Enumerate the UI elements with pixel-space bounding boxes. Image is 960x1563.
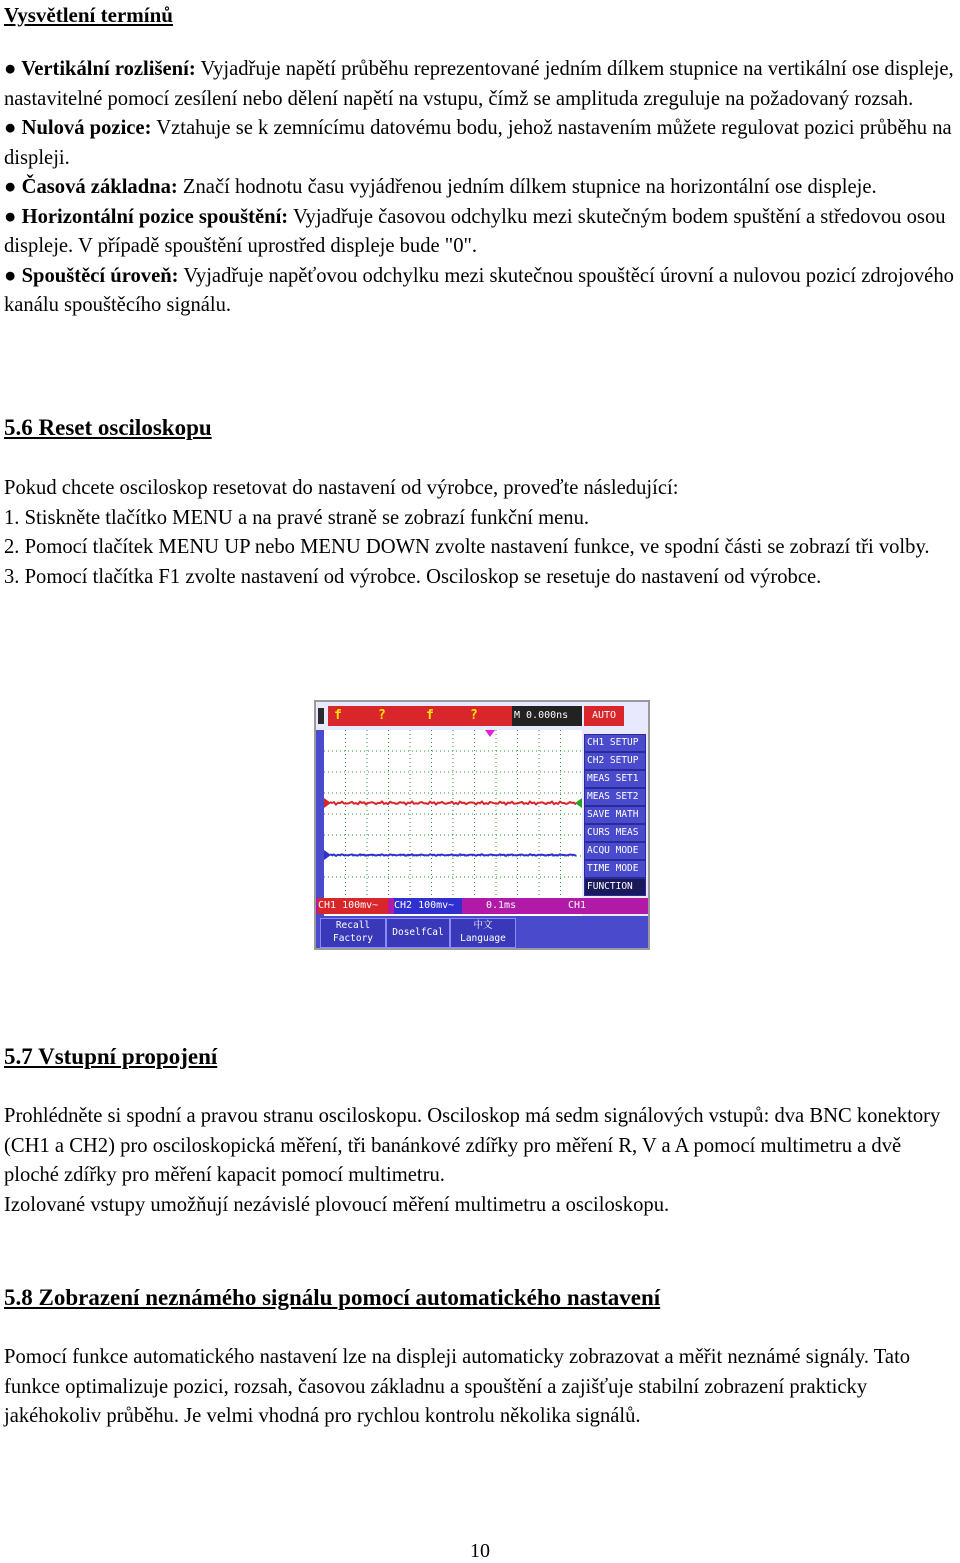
terms-list bbox=[4, 55, 956, 321]
menu-ch1-setup[interactable]: CH1 SETUP bbox=[584, 734, 646, 752]
autoset-section bbox=[4, 1343, 956, 1432]
battery-icon bbox=[318, 708, 324, 724]
section-5-7-heading: 5.7 Vstupní propojení bbox=[4, 1044, 218, 1069]
softkey-language[interactable]: 中文 Language bbox=[450, 918, 516, 948]
reset-step-3: 3. Pomocí tlačítka F1 zvolte nastavení od výrobce. Osciloskop se resetuje do nastavení od výrobce. bbox=[4, 565, 822, 588]
menu-curs-meas[interactable]: CURS MEAS bbox=[584, 824, 646, 842]
term-zero-position: ● Nulová pozice: Vztahuje se k zemnícímu datovému bodu, jehož nastavením můžete regulovat pozici průběhu na displeji. bbox=[4, 117, 952, 169]
reset-section bbox=[4, 474, 956, 592]
status-time: 0.1ms bbox=[486, 900, 517, 911]
menu-function[interactable]: FUNCTION bbox=[584, 878, 646, 896]
term-time-base: ● Časová základna: Značí hodnotu času vyjádřenou jedním dílkem stupnice na horizontální ose displeje. bbox=[4, 176, 877, 198]
scope-status-bar bbox=[316, 898, 648, 914]
waveform-plot bbox=[324, 730, 582, 898]
menu-save-math[interactable]: SAVE MATH bbox=[584, 806, 646, 824]
mode-badge: AUTO bbox=[584, 706, 624, 726]
ch2-waveform bbox=[330, 854, 576, 856]
menu-acqu-mode[interactable]: ACQU MODE bbox=[584, 842, 646, 860]
term-trigger-level: ● Spouštěcí úroveň: Vyjadřuje napěťovou odchylku mezi skutečnou spouštěcí úrovní a nulovou pozicí zdrojového kanálu spouštěcího signálu. bbox=[4, 264, 954, 316]
menu-time-mode[interactable]: TIME MODE bbox=[584, 860, 646, 878]
ch2-trigger-box: f ? bbox=[420, 706, 512, 726]
term-horizontal-trigger-position: ● Horizontální pozice spouštění: Vyjadřuje časovou odchylku mezi skutečným bodem spuštění a středovou osou displeje. V případě spouštění uprostřed displeje bude "0". bbox=[4, 205, 946, 257]
timebase-readout: M 0.000ns bbox=[512, 706, 582, 726]
softkey-doselfcal[interactable]: DoselfCal bbox=[386, 918, 450, 948]
oscilloscope-screen bbox=[314, 700, 650, 950]
autoset-paragraph: Pomocí funkce automatického nastavení lze na displeji automaticky zobrazovat a měřit neznámé signály. Tato funkce optimalizuje pozici, rozsah, časovou základnu a spouštění a zajišťuje stabilní zobrazení prakticky jakéhokoliv průběhu. Je velmi vhodná pro rychlou kontrolu několika signálů. bbox=[4, 1346, 911, 1427]
status-trigger: CH1 bbox=[568, 900, 587, 911]
menu-meas-set1[interactable]: MEAS SET1 bbox=[584, 770, 646, 788]
ch1-trigger-box: f ? bbox=[328, 706, 420, 726]
softkey-row bbox=[316, 916, 648, 948]
scope-top-bar bbox=[316, 702, 648, 730]
menu-ch2-setup[interactable]: CH2 SETUP bbox=[584, 752, 646, 770]
reset-step-1: 1. Stiskněte tlačítko MENU a na pravé straně se zobrazí funkční menu. bbox=[4, 506, 590, 529]
section-5-8-heading: 5.8 Zobrazení neznámého signálu pomocí automatického nastavení bbox=[4, 1285, 661, 1310]
reset-step-2: 2. Pomocí tlačítek MENU UP nebo MENU DOWN zvolte nastavení funkce, ve spodní části se zobrazí tři volby. bbox=[4, 536, 930, 558]
reset-intro: Pokud chcete osciloskop resetovat do nastavení od výrobce, proveďte následující: bbox=[4, 477, 679, 499]
term-vertical-resolution: ● Vertikální rozlišení: Vyjadřuje napětí průběhu reprezentované jedním dílkem stupnice na vertikální ose displeje, nastavitelné pomocí zesílení nebo dělení napětí na vstupu, čímž se amplituda zreguluje na požadovaný rozsah. bbox=[4, 58, 954, 110]
page-number: 10 bbox=[470, 1540, 490, 1562]
terms-heading: Vysvětlení termínů bbox=[4, 3, 173, 27]
inputs-paragraph-1: Prohlédněte si spodní a pravou stranu osciloskopu. Osciloskop má sedm signálových vstupů: dva BNC konektory (CH1 a CH2) pro osciloskopická měření, tři banánkové zdířky pro měření R, V a A pomocí multimetru a dvě ploché zdířky pro měření kapacit pomocí multimetru. bbox=[4, 1105, 941, 1186]
section-5-6-heading: 5.6 Reset osciloskopu bbox=[4, 415, 212, 440]
menu-meas-set2[interactable]: MEAS SET2 bbox=[584, 788, 646, 806]
function-menu bbox=[582, 730, 648, 916]
inputs-paragraph-2: Izolované vstupy umožňují nezávislé plovoucí měření multimetru a osciloskopu. bbox=[4, 1193, 670, 1216]
status-ch1: CH1 100mv~ bbox=[318, 898, 388, 914]
status-ch2: CH2 100mv~ bbox=[394, 898, 462, 914]
inputs-section bbox=[4, 1102, 956, 1220]
waveform-grid bbox=[324, 730, 582, 916]
softkey-recall-factory[interactable]: Recall Factory bbox=[320, 918, 386, 948]
